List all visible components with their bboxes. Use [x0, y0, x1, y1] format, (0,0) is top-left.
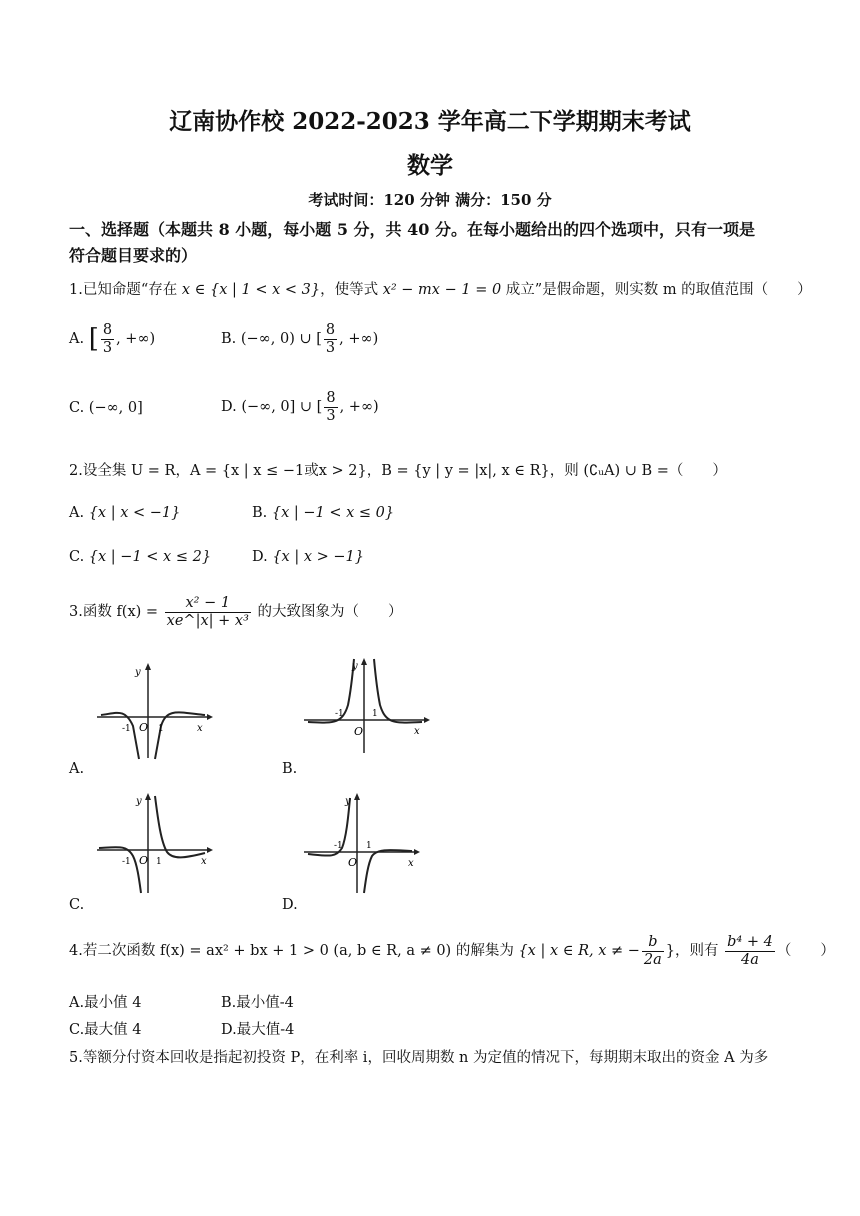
fraction [324, 322, 337, 356]
option-text: (−∞, 0] [88, 400, 143, 416]
question-2: 2.设全集 U = R，A = {x | x ≤ −1或x > 2}，B = {y | y = |x|, x ∈ R}，则 (∁ᵤA) ∪ B =（ ） [69, 463, 727, 479]
q1-pre: 1.已知命题“存在 [69, 282, 182, 298]
section-heading-line2: 符合题目要求的） [69, 246, 198, 265]
q1-set: x ∈ {x | 1 < x < 3} [181, 282, 321, 298]
q1-option-c[interactable] [69, 400, 143, 416]
option-text: {x | x < −1} [88, 505, 181, 521]
q3-option-d-label[interactable]: D. [282, 897, 298, 913]
q4-pre: 4.若二次函数 f(x) = ax² + bx + 1 > 0 (a, b ∈ R, a ≠ 0) 的解集为 [69, 943, 519, 960]
q3-post: 的大致图象为（ ） [252, 604, 403, 621]
q3-option-a-label[interactable]: A. [69, 761, 85, 777]
section-heading-line1: 一、选择题（本题共 8 小题，每小题 5 分，共 40 分。在每小题给出的四个选项中，只有一项是 [69, 220, 755, 239]
option-head: (−∞, 0] ∪ [ [241, 399, 323, 416]
option-label: B. [221, 331, 237, 348]
numerator: 8 [326, 390, 336, 406]
question-4 [69, 934, 835, 968]
q1-option-d[interactable] [221, 390, 379, 424]
q1-option-a[interactable] [69, 322, 155, 356]
bracket: [ [88, 324, 99, 355]
axis-x-label: x [197, 723, 203, 734]
option-tail: , +∞) [339, 331, 379, 348]
fraction [101, 322, 114, 356]
option-tail: , +∞) [339, 399, 379, 416]
numerator: 8 [102, 322, 113, 338]
origin-label: O [139, 854, 149, 867]
option-label: C. [69, 400, 85, 416]
denominator: 3 [325, 339, 336, 356]
tick-pos-label: 1 [156, 857, 162, 867]
axis-x-label: x [201, 856, 207, 867]
tick-neg-label: -1 [122, 724, 131, 734]
axis-y-label: y [345, 796, 351, 807]
numerator: b⁴ + 4 [727, 934, 773, 950]
question-3 [69, 595, 403, 629]
option-head: (−∞, 0) ∪ [ [240, 331, 322, 348]
option-label: D. [252, 549, 268, 565]
option-label: D. [221, 399, 237, 416]
tick-pos-label: 1 [158, 724, 164, 734]
q2-option-b[interactable] [252, 505, 394, 521]
axis-x-label: x [408, 858, 414, 869]
fraction [324, 390, 337, 424]
q4-option-a[interactable]: A.最小值 4 [69, 995, 142, 1011]
q1-post: 成立”是假命题，则实数 m 的取值范围（ ） [501, 282, 812, 298]
option-label: C. [69, 549, 85, 565]
question-5: 5.等额分付资本回收是指起初投资 P，在利率 i，回收周期数 n 为定值的情况下，每期期末取出的资金 A 为多 [69, 1050, 769, 1066]
q1-mid: ，使等式 [320, 282, 383, 298]
option-label: B. [252, 505, 268, 521]
exam-meta: 考试时间：120 分钟 满分：150 分 [308, 191, 552, 209]
q4-option-c[interactable]: C.最大值 4 [69, 1022, 142, 1038]
exam-title: 辽南协作校 2022-2023 学年高二下学期期末考试 [169, 108, 691, 135]
q2-option-d[interactable] [252, 549, 364, 565]
q4-option-b[interactable]: B.最小值-4 [221, 995, 294, 1011]
q4-set-post: } [665, 943, 676, 960]
option-text: {x | −1 < x ≤ 2} [88, 549, 212, 565]
denominator: 3 [102, 339, 113, 356]
origin-label: O [139, 721, 149, 734]
q3-pre: 3.函数 f(x) = [69, 604, 163, 621]
tick-neg-label: -1 [334, 841, 343, 851]
q3-option-c-label[interactable]: C. [69, 897, 85, 913]
numerator: x² − 1 [165, 595, 251, 613]
origin-label: O [348, 856, 358, 869]
q2-option-a[interactable] [69, 505, 180, 521]
denominator: 4a [741, 951, 759, 968]
question-1 [69, 278, 812, 299]
option-label: A. [69, 331, 85, 348]
graph-b[interactable] [302, 655, 432, 755]
q4-set-pre: {x | x ∈ R, x ≠ − [518, 943, 640, 960]
q4-set-fraction [642, 934, 664, 968]
subject-title: 数学 [407, 152, 453, 179]
origin-label: O [354, 725, 364, 738]
q4-mid: ，则有 [675, 943, 724, 960]
axis-y-label: y [352, 661, 358, 672]
q4-fraction [725, 934, 775, 968]
axis-y-label: y [135, 667, 141, 678]
q4-post: （ ） [776, 943, 835, 960]
option-text: {x | −1 < x ≤ 0} [271, 505, 395, 521]
tick-neg-label: -1 [122, 857, 131, 867]
option-label: A. [69, 505, 85, 521]
axis-x-label: x [414, 726, 420, 737]
axis-y-label: y [136, 796, 142, 807]
q2-option-c[interactable] [69, 549, 211, 565]
denominator: xe^|x| + x³ [166, 612, 249, 629]
numerator: 8 [325, 322, 336, 338]
q3-option-b-label[interactable]: B. [282, 761, 298, 777]
q4-option-d[interactable]: D.最大值-4 [221, 1022, 295, 1038]
q1-option-b[interactable] [221, 322, 378, 356]
q3-fraction [165, 595, 251, 629]
q1-equation: x² − mx − 1 = 0 [382, 282, 502, 298]
denominator: 3 [326, 407, 336, 424]
graph-d[interactable] [302, 790, 422, 895]
denominator: 2a [643, 951, 662, 968]
tick-pos-label: 1 [372, 709, 378, 719]
option-tail: , +∞) [116, 331, 156, 348]
option-text: {x | x > −1} [272, 549, 364, 565]
tick-neg-label: -1 [335, 709, 344, 719]
graph-c[interactable] [95, 790, 215, 895]
numerator: b [642, 934, 664, 952]
tick-pos-label: 1 [366, 841, 372, 851]
graph-a[interactable] [95, 660, 215, 760]
